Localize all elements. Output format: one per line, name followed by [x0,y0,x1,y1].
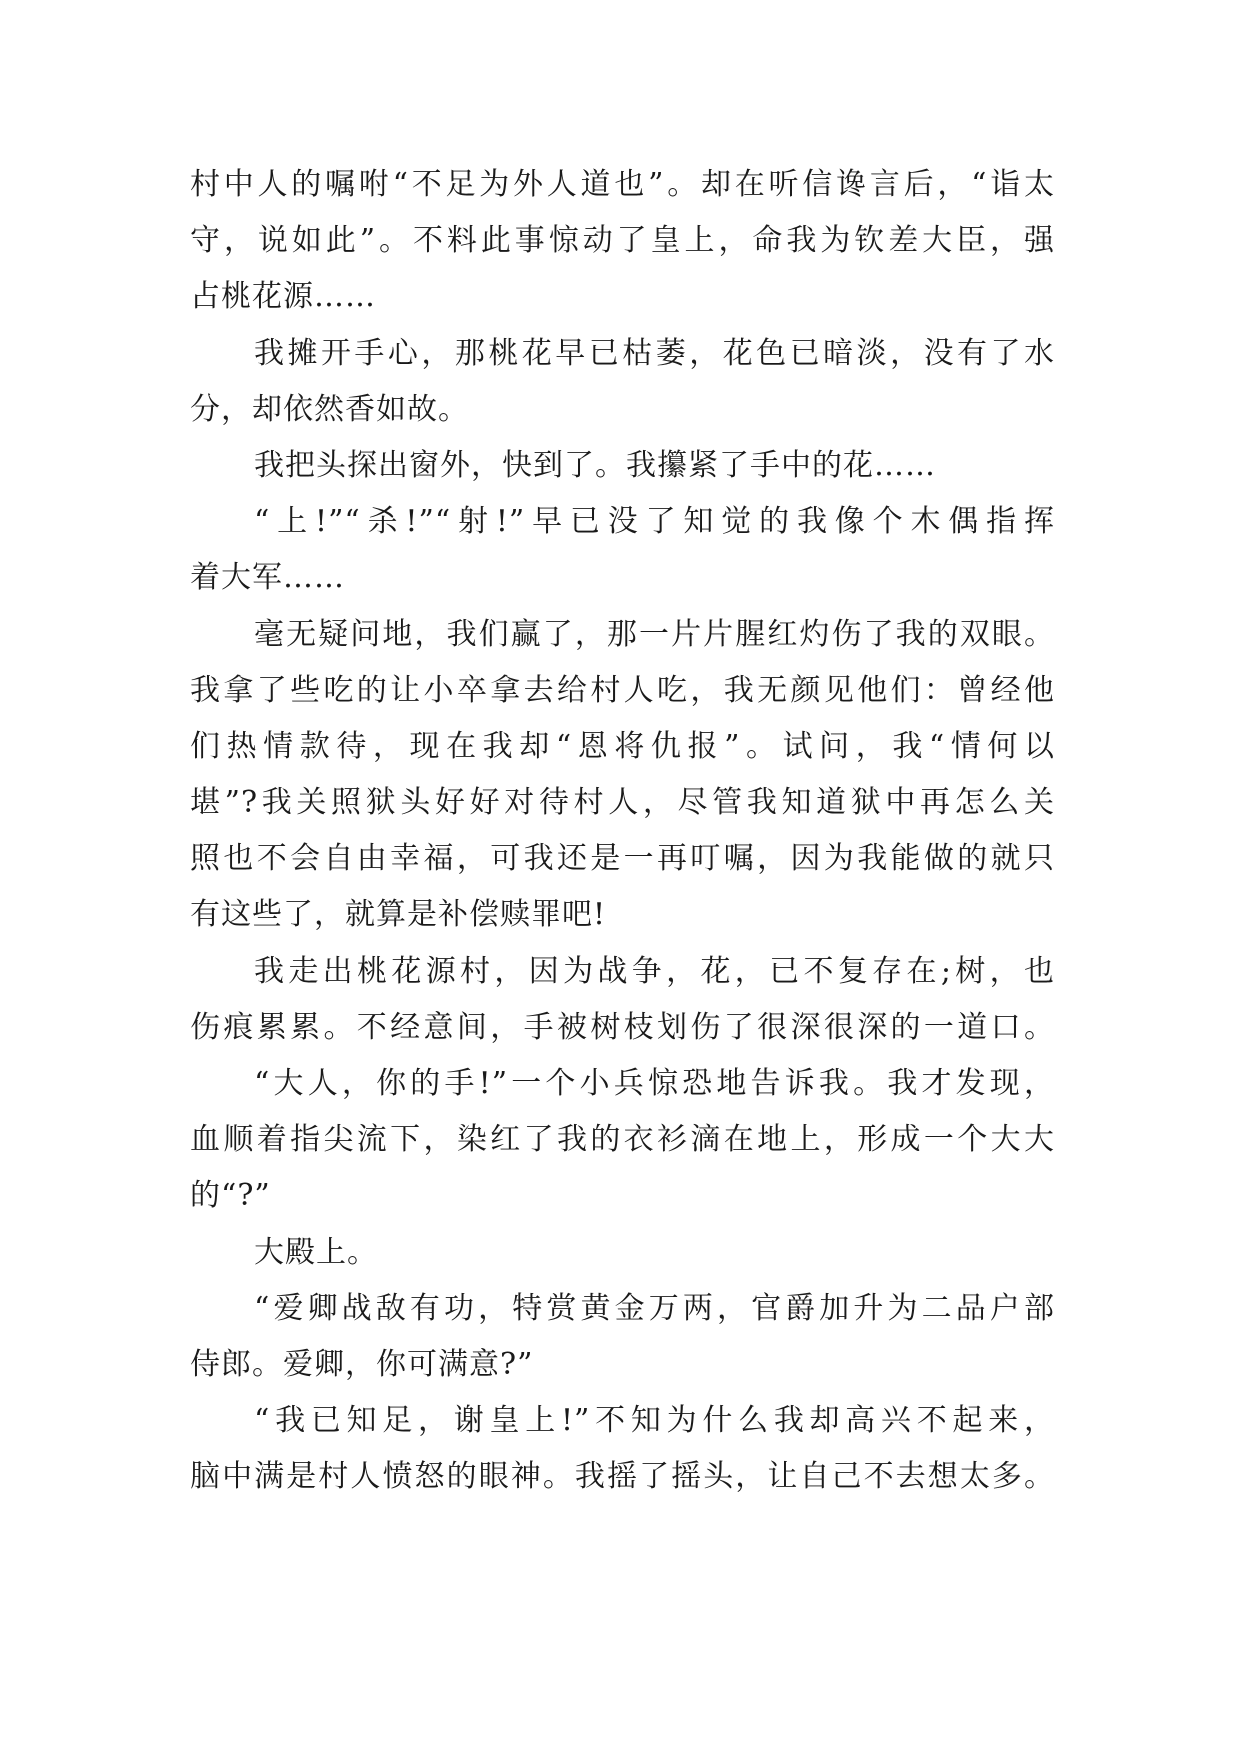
text-line: 村中人的嘱咐“不足为外人道也”。却在听信谗言后，“诣太 [190,167,1055,202]
text-line: 着大军…… [190,560,345,596]
text-line: “上!”“杀!”“射!”早已没了知觉的我像个木偶指挥 [254,504,1055,540]
text-line: 我把头探出窗外，快到了。我攥紧了手中的花…… [254,447,936,483]
text-line: 大殿上。 [254,1234,378,1270]
text-line: 毫无疑问地，我们赢了，那一片片腥红灼伤了我的双眼。 [254,616,1055,652]
text-line: “大人，你的手!”一个小兵惊恐地告诉我。我才发现， [254,1066,1055,1101]
text-line: 我走出桃花源村，因为战争，花，已不复存在;树，也 [254,953,1055,989]
text-line: 守，说如此”。不料此事惊动了皇上，命我为钦差大臣，强 [190,223,1055,259]
text-line: 堪”?我关照狱头好好对待村人，尽管我知道狱中再怎么关 [190,785,1055,821]
text-line: “我已知足，谢皇上!”不知为什么我却高兴不起来， [254,1403,1055,1439]
text-line: 有这些了，就算是补偿赎罪吧! [190,897,607,933]
text-line: 我摊开手心，那桃花早已枯萎，花色已暗淡，没有了水 [254,335,1055,371]
text-line: 们热情款待，现在我却“恩将仇报”。试问，我“情何以 [190,728,1055,764]
text-line: 分，却依然香如故。 [190,391,469,427]
text-line: “爱卿战敌有功，特赏黄金万两，官爵加升为二品户部 [254,1290,1055,1326]
text-line: 我拿了些吃的让小卒拿去给村人吃，我无颜见他们：曾经他 [190,672,1055,708]
text-line: 伤痕累累。不经意间，手被树枝划伤了很深很深的一道口。 [190,1009,1055,1045]
text-line: 血顺着指尖流下，染红了我的衣衫滴在地上，形成一个大大 [190,1122,1055,1158]
text-line: 占桃花源…… [190,279,376,315]
text-line: 脑中满是村人愤怒的眼神。我摇了摇头，让自己不去想太多。 [190,1459,1055,1495]
text-line: 照也不会自由幸福，可我还是一再叮嘱，因为我能做的就只 [190,841,1055,877]
story-text [190,157,1055,1506]
text-line: 的“?” [190,1178,271,1214]
text-line: 侍郎。爱卿，你可满意?” [190,1346,534,1382]
